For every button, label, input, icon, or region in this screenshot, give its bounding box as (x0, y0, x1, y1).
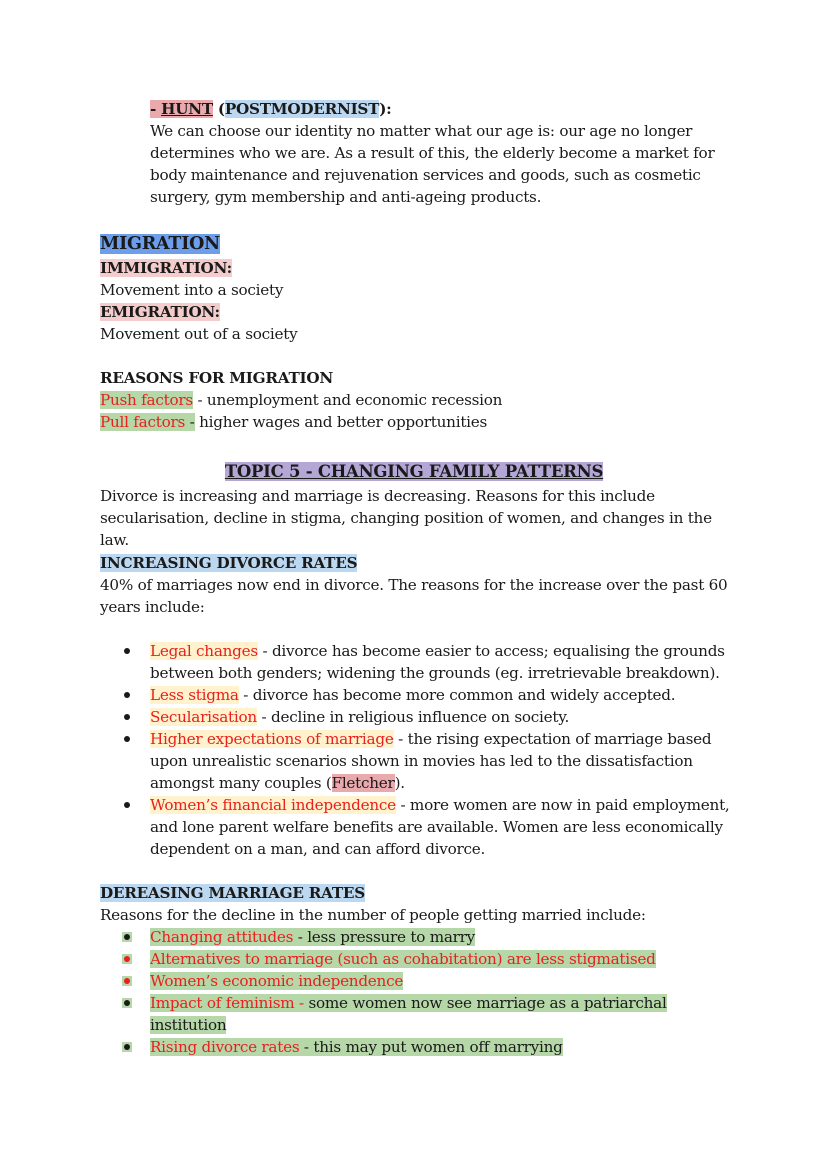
hunt-open-paren: ( (212, 100, 225, 118)
marriage-reason-feminism-cont: institution (150, 1016, 227, 1034)
pull-factors-line (100, 411, 487, 433)
immigration-label: IMMIGRATION: (100, 259, 232, 277)
pull-factors-text: higher wages and better opportunities (194, 413, 488, 431)
migration-heading: MIGRATION (100, 234, 220, 254)
topic5-title: TOPIC 5 - CHANGING FAMILY PATTERNS (224, 462, 604, 481)
hunt-text-line: We can choose our identity no matter what our age is: our age no longer (150, 122, 693, 140)
hunt-dash: - (150, 100, 162, 118)
immigration-definition: Movement into a society (100, 281, 284, 299)
divorce-intro-line: years include: (100, 598, 205, 616)
divorce-reason-expectations: Higher expectations of marriage - the rising expectation of marriage based (150, 730, 712, 748)
divorce-reason-financial-cont: dependent on a man, and can afford divorce. (150, 840, 486, 858)
emigration-definition: Movement out of a society (100, 325, 298, 343)
topic5-intro-line: secularisation, decline in stigma, changing position of women, and changes in the (100, 509, 712, 527)
hunt-close: ): (379, 100, 392, 118)
marriage-intro: Reasons for the decline in the number of people getting married include: (100, 906, 646, 924)
topic5-intro-line: Divorce is increasing and marriage is decreasing. Reasons for this include (100, 487, 655, 505)
marriage-reason-feminism: Impact of feminism - some women now see marriage as a patriarchal (150, 994, 667, 1012)
hunt-text-line: determines who we are. As a result of this, the elderly become a market for (150, 144, 715, 162)
divorce-reason-legal: Legal changes - divorce has become easier to access; equalising the grounds (150, 642, 725, 660)
bullet-icon (122, 998, 132, 1008)
bullet-icon (124, 802, 130, 808)
hunt-perspective: POSTMODERNIST (224, 100, 380, 118)
reasons-migration-heading: REASONS FOR MIGRATION (100, 369, 333, 387)
bullet-icon (122, 1042, 132, 1052)
push-factors-line (100, 389, 502, 411)
emigration-label: EMIGRATION: (100, 303, 220, 321)
divorce-reason-legal-cont: between both genders; widening the grounds (eg. irretrievable breakdown). (150, 664, 720, 682)
hunt-text-line: body maintenance and rejuvenation services and goods, such as cosmetic (150, 166, 701, 184)
divorce-reason-stigma: Less stigma - divorce has become more common and widely accepted. (150, 686, 676, 704)
divorce-reason-expectations-cont: upon unrealistic scenarios shown in movies has led to the dissatisfaction (150, 752, 693, 770)
divorce-intro-line: 40% of marriages now end in divorce. The reasons for the increase over the past 60 (100, 576, 728, 594)
hunt-heading (150, 98, 392, 120)
marriage-reason-alternatives: Alternatives to marriage (such as cohabitation) are less stigmatised (150, 950, 656, 968)
bullet-icon (124, 648, 130, 654)
topic5-intro-line: law. (100, 531, 129, 549)
bullet-icon (122, 932, 132, 942)
divorce-reason-financial: Women’s financial independence - more women are now in paid employment, (150, 796, 730, 814)
pull-factors-term: Pull factors (100, 413, 186, 431)
divorce-reason-secularisation: Secularisation - decline in religious influence on society. (150, 708, 570, 726)
hunt-text-line: surgery, gym membership and anti-ageing products. (150, 188, 542, 206)
marriage-heading: DEREASING MARRIAGE RATES (100, 884, 365, 902)
divorce-heading: INCREASING DIVORCE RATES (100, 554, 358, 572)
push-factors-text: - unemployment and economic recession (192, 391, 503, 409)
bullet-icon (124, 736, 130, 742)
divorce-reason-expectations-cont: amongst many couples (Fletcher). (150, 774, 405, 792)
hunt-name: HUNT (161, 100, 213, 118)
pull-factors-dash: - (185, 413, 195, 431)
divorce-reason-financial-cont: and lone parent welfare benefits are available. Women are less economically (150, 818, 723, 836)
push-factors-term: Push factors (100, 391, 193, 409)
marriage-reason-attitudes: Changing attitudes - less pressure to marry (150, 928, 475, 946)
fletcher-name: Fletcher (331, 774, 395, 792)
bullet-icon (122, 954, 132, 964)
bullet-icon (124, 692, 130, 698)
bullet-icon (122, 976, 132, 986)
marriage-reason-economic: Women’s economic independence (150, 972, 404, 990)
bullet-icon (124, 714, 130, 720)
marriage-reason-divorce: Rising divorce rates - this may put women off marrying (150, 1038, 563, 1056)
